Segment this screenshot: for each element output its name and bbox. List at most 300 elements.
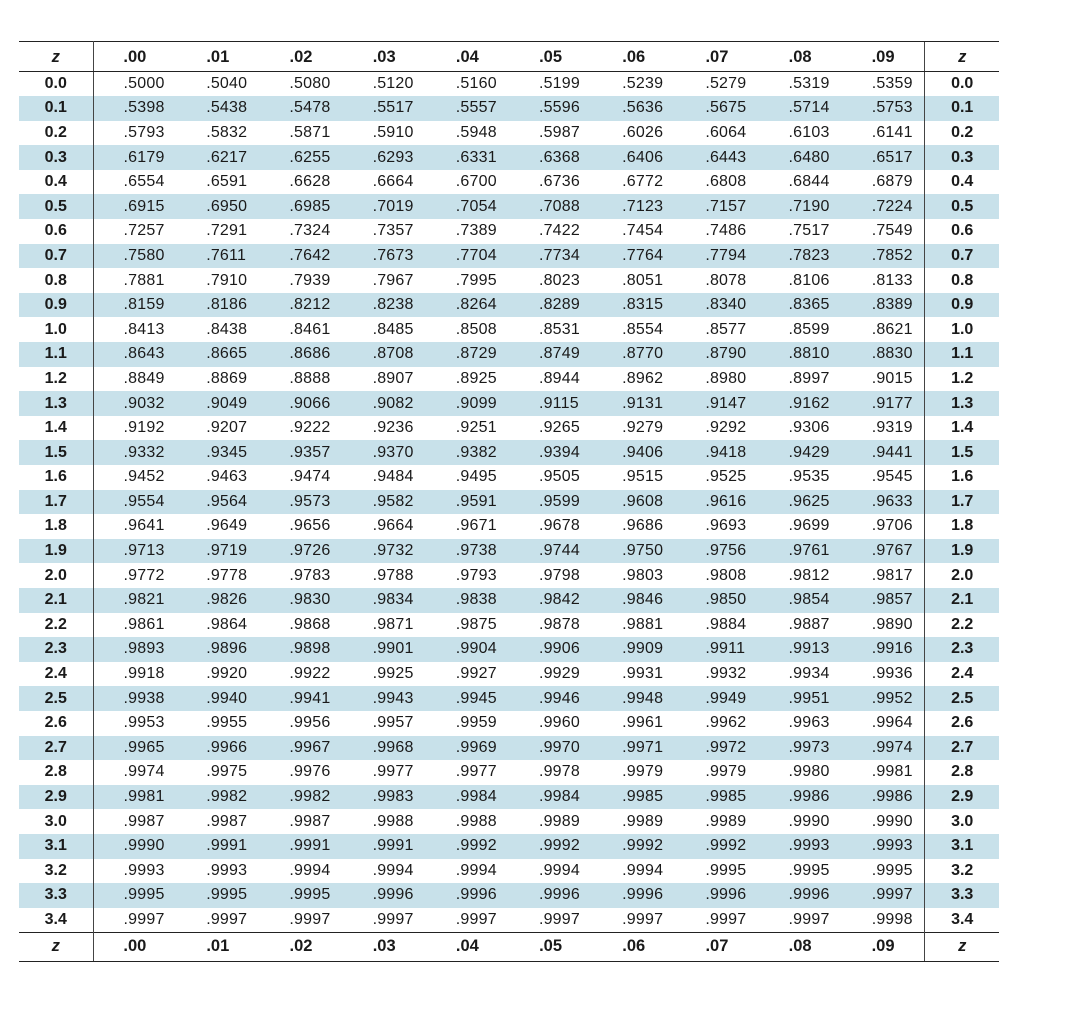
table-cell: .9982 (259, 785, 342, 810)
table-cell: .9131 (592, 391, 675, 416)
table-row (19, 908, 999, 933)
table-cell: .9977 (372, 763, 414, 781)
row-z-label-right: 2.7 (925, 736, 999, 761)
table-cell: .9987 (206, 812, 248, 830)
column-header: .09 (842, 42, 925, 72)
row-z-label-left: 2.1 (19, 588, 93, 613)
row-z-label-right: 3.0 (925, 809, 999, 834)
table-cell: .9989 (538, 812, 580, 830)
table-cell: .8531 (538, 320, 580, 338)
table-cell: .8051 (622, 271, 664, 289)
table-cell: .9082 (343, 391, 426, 416)
row-z-label-right: 0.0 (925, 72, 999, 97)
table-cell: .8665 (176, 342, 259, 367)
table-cell: .9994 (538, 861, 580, 879)
footer-z-left: z (19, 932, 93, 961)
table-cell: .8944 (538, 369, 580, 387)
table-cell: .7995 (455, 271, 497, 289)
table-row (19, 96, 999, 121)
table-cell: .9545 (871, 468, 913, 486)
table-cell: .9706 (871, 517, 913, 535)
table-cell: .9505 (538, 468, 580, 486)
table-cell: .9871 (372, 615, 414, 633)
header-z-left: z (19, 42, 93, 72)
table-cell: .6406 (592, 145, 675, 170)
table-cell: .9973 (759, 736, 842, 761)
table-cell: .9738 (426, 539, 509, 564)
table-cell: .9955 (206, 714, 248, 732)
table-cell: .9995 (259, 883, 342, 908)
table-footer (19, 932, 999, 961)
table-cell: .9996 (509, 883, 592, 908)
row-z-label-left: 2.8 (19, 760, 93, 785)
row-z-label-right: 1.9 (925, 539, 999, 564)
table-cell: .9959 (455, 714, 497, 732)
table-cell: .6480 (759, 145, 842, 170)
table-cell: .6844 (788, 173, 830, 191)
table-cell: .5714 (759, 96, 842, 121)
header-row (19, 42, 999, 72)
table-cell: .7123 (592, 194, 675, 219)
table-cell: .9066 (259, 391, 342, 416)
table-cell: .9998 (871, 910, 913, 928)
table-cell: .9756 (675, 539, 758, 564)
table-cell: .9997 (538, 910, 580, 928)
table-cell: .9957 (372, 714, 414, 732)
table-cell: .9985 (675, 785, 758, 810)
row-z-label-right: 2.8 (925, 760, 999, 785)
table-cell: .9236 (372, 419, 414, 437)
table-cell: .9996 (592, 883, 675, 908)
table-cell: .8212 (259, 293, 342, 318)
table-cell: .9474 (289, 468, 331, 486)
table-cell: .9964 (871, 714, 913, 732)
table-cell: .8643 (93, 342, 176, 367)
table-cell: .9976 (289, 763, 331, 781)
table-cell: .9582 (343, 490, 426, 515)
table-cell: .8980 (705, 369, 747, 387)
table-cell: .5793 (123, 123, 165, 141)
row-z-label-left: 1.6 (19, 465, 93, 490)
table-cell: .9726 (259, 539, 342, 564)
table-cell: .9319 (871, 419, 913, 437)
table-cell: .9984 (509, 785, 592, 810)
table-cell: .9995 (705, 861, 747, 879)
table-cell: .9573 (259, 490, 342, 515)
row-z-label-left: 2.3 (19, 637, 93, 662)
column-footer: .04 (426, 932, 509, 961)
table-cell: .9678 (538, 517, 580, 535)
row-z-label-right: 0.5 (925, 194, 999, 219)
table-cell: .7190 (759, 194, 842, 219)
table-row (19, 834, 999, 859)
table-cell: .9904 (426, 637, 509, 662)
table-cell: .9857 (842, 588, 925, 613)
table-row (19, 268, 999, 293)
row-z-label-right: 2.0 (925, 563, 999, 588)
row-z-label-left: 1.7 (19, 490, 93, 515)
table-cell: .9974 (842, 736, 925, 761)
row-z-label-right: 0.1 (925, 96, 999, 121)
table-cell: .6179 (93, 145, 176, 170)
table-cell: .7224 (842, 194, 925, 219)
table-row (19, 72, 999, 97)
table-cell: .9332 (93, 440, 176, 465)
table-cell: .9767 (842, 539, 925, 564)
table-cell: .8023 (538, 271, 580, 289)
row-z-label-left: 3.4 (19, 908, 93, 933)
table-cell: .9962 (705, 714, 747, 732)
table-cell: .9949 (675, 686, 758, 711)
table-cell: .9699 (788, 517, 830, 535)
table-cell: .9997 (123, 910, 165, 928)
table-row (19, 194, 999, 219)
row-z-label-left: 1.4 (19, 416, 93, 441)
table-cell: .9251 (455, 419, 497, 437)
column-footer: .05 (509, 932, 592, 961)
table-cell: .6700 (455, 173, 497, 191)
table-cell: .7764 (592, 244, 675, 269)
table-cell: .9744 (509, 539, 592, 564)
table-cell: .6255 (259, 145, 342, 170)
table-cell: .8830 (842, 342, 925, 367)
table-cell: .9554 (93, 490, 176, 515)
table-cell: .7794 (675, 244, 758, 269)
table-cell: .9980 (788, 763, 830, 781)
table-cell: .9994 (372, 861, 414, 879)
table-cell: .5517 (343, 96, 426, 121)
table-cell: .5753 (842, 96, 925, 121)
table-cell: .9693 (705, 517, 747, 535)
table-cell: .9997 (289, 910, 331, 928)
table-cell: .9979 (705, 763, 747, 781)
row-z-label-right: 2.2 (925, 613, 999, 638)
table-cell: .9793 (455, 566, 497, 584)
table-cell: .5080 (289, 75, 331, 93)
table-cell: .9993 (123, 861, 165, 879)
row-z-label-left: 1.9 (19, 539, 93, 564)
table-cell: .8708 (343, 342, 426, 367)
table-cell: .9938 (93, 686, 176, 711)
table-cell: .9940 (176, 686, 259, 711)
table-cell: .9049 (176, 391, 259, 416)
table-cell: .5948 (455, 123, 497, 141)
table-cell: .9279 (622, 419, 664, 437)
table-cell: .6736 (538, 173, 580, 191)
table-cell: .9222 (289, 419, 331, 437)
row-z-label-left: 1.3 (19, 391, 93, 416)
table-cell: .9995 (93, 883, 176, 908)
row-z-label-right: 3.2 (925, 859, 999, 884)
table-row (19, 859, 999, 884)
table-cell: .9418 (675, 440, 758, 465)
table-cell: .9991 (343, 834, 426, 859)
table-cell: .9991 (259, 834, 342, 859)
table-cell: .9633 (842, 490, 925, 515)
table-cell: .9960 (538, 714, 580, 732)
table-cell: .9162 (759, 391, 842, 416)
table-cell: .5000 (123, 75, 165, 93)
table-row (19, 440, 999, 465)
table-cell: .9992 (509, 834, 592, 859)
row-z-label-left: 1.8 (19, 514, 93, 539)
table-cell: .7673 (343, 244, 426, 269)
table-cell: .9994 (455, 861, 497, 879)
table-cell: .8997 (788, 369, 830, 387)
table-cell: .8461 (289, 320, 331, 338)
table-cell: .9177 (842, 391, 925, 416)
table-cell: .9909 (592, 637, 675, 662)
row-z-label-right: 3.1 (925, 834, 999, 859)
table-cell: .7088 (509, 194, 592, 219)
table-cell: .9535 (788, 468, 830, 486)
row-z-label-right: 1.5 (925, 440, 999, 465)
table-cell: .9978 (538, 763, 580, 781)
table-row (19, 121, 999, 146)
column-footer: .06 (592, 932, 675, 961)
table-cell: .9987 (123, 812, 165, 830)
table-cell: .7967 (372, 271, 414, 289)
table-cell: .6064 (705, 123, 747, 141)
table-cell: .9878 (538, 615, 580, 633)
table-row (19, 244, 999, 269)
row-z-label-left: 1.1 (19, 342, 93, 367)
table-cell: .6331 (426, 145, 509, 170)
table-cell: .9995 (871, 861, 913, 879)
table-cell: .9997 (372, 910, 414, 928)
column-header: .02 (259, 42, 342, 72)
table-cell: .9719 (176, 539, 259, 564)
table-cell: .9890 (871, 615, 913, 633)
table-cell: .9846 (592, 588, 675, 613)
table-cell: .7852 (842, 244, 925, 269)
table-cell: .9641 (123, 517, 165, 535)
row-z-label-left: 0.1 (19, 96, 93, 121)
table-row (19, 367, 999, 392)
table-cell: .8238 (343, 293, 426, 318)
table-cell: .6217 (176, 145, 259, 170)
column-header: .07 (675, 42, 758, 72)
table-cell: .7324 (289, 222, 331, 240)
table-cell: .9992 (675, 834, 758, 859)
table-cell: .9932 (705, 665, 747, 683)
table-cell: .9778 (206, 566, 248, 584)
table-cell: .6950 (176, 194, 259, 219)
table-cell: .5160 (455, 75, 497, 93)
table-cell: .9943 (343, 686, 426, 711)
table-cell: .9838 (426, 588, 509, 613)
table-cell: .9906 (509, 637, 592, 662)
table-cell: .6591 (206, 173, 248, 191)
table-cell: .8389 (842, 293, 925, 318)
table-cell: .9925 (372, 665, 414, 683)
table-cell: .6772 (622, 173, 664, 191)
table-cell: .9803 (622, 566, 664, 584)
table-cell: .9988 (455, 812, 497, 830)
table-row (19, 588, 999, 613)
table-cell: .6026 (622, 123, 664, 141)
table-cell: .9977 (455, 763, 497, 781)
table-cell: .8686 (259, 342, 342, 367)
table-cell: .9996 (675, 883, 758, 908)
table-cell: .9515 (622, 468, 664, 486)
table-row (19, 317, 999, 342)
table-cell: .7734 (509, 244, 592, 269)
table-cell: .9934 (788, 665, 830, 683)
table-row (19, 662, 999, 687)
table-cell: .7291 (206, 222, 248, 240)
table-cell: .9495 (455, 468, 497, 486)
table-cell: .9963 (788, 714, 830, 732)
table-cell: .9625 (759, 490, 842, 515)
table-cell: .9525 (705, 468, 747, 486)
table-cell: .9990 (93, 834, 176, 859)
table-cell: .9850 (675, 588, 758, 613)
table-cell: .9591 (426, 490, 509, 515)
table-cell: .9686 (622, 517, 664, 535)
table-cell: .9988 (372, 812, 414, 830)
table-cell: .9854 (759, 588, 842, 613)
row-z-label-right: 1.4 (925, 416, 999, 441)
table-cell: .9115 (509, 391, 592, 416)
table-cell: .9979 (622, 763, 664, 781)
table-cell: .9788 (372, 566, 414, 584)
table-cell: .8315 (592, 293, 675, 318)
column-footer: .00 (93, 932, 176, 961)
table-cell: .8186 (176, 293, 259, 318)
table-row (19, 514, 999, 539)
table-cell: .8907 (372, 369, 414, 387)
table-cell: .5040 (206, 75, 248, 93)
table-cell: .8413 (123, 320, 165, 338)
table-cell: .6915 (93, 194, 176, 219)
row-z-label-left: 2.6 (19, 711, 93, 736)
table-cell: .5398 (93, 96, 176, 121)
table-row (19, 563, 999, 588)
table-cell: .9608 (592, 490, 675, 515)
table-cell: .6808 (705, 173, 747, 191)
table-cell: .9997 (705, 910, 747, 928)
column-header: .03 (343, 42, 426, 72)
table-cell: .5910 (372, 123, 414, 141)
table-cell: .5239 (622, 75, 664, 93)
table-cell: .9997 (622, 910, 664, 928)
row-z-label-left: 2.2 (19, 613, 93, 638)
table-cell: .9983 (343, 785, 426, 810)
table-cell: .9956 (289, 714, 331, 732)
table-cell: .9992 (426, 834, 509, 859)
table-cell: .8554 (622, 320, 664, 338)
table-cell: .5478 (259, 96, 342, 121)
table-cell: .9969 (426, 736, 509, 761)
table-cell: .7704 (426, 244, 509, 269)
table-cell: .9936 (871, 665, 913, 683)
table-cell: .7454 (622, 222, 664, 240)
row-z-label-left: 0.2 (19, 121, 93, 146)
table-cell: .8790 (675, 342, 758, 367)
table-row (19, 490, 999, 515)
table-cell: .9982 (176, 785, 259, 810)
table-cell: .9370 (343, 440, 426, 465)
row-z-label-left: 2.4 (19, 662, 93, 687)
table-cell: .9911 (675, 637, 758, 662)
table-cell: .8106 (788, 271, 830, 289)
row-z-label-left: 3.0 (19, 809, 93, 834)
table-cell: .9671 (455, 517, 497, 535)
row-z-label-right: 1.7 (925, 490, 999, 515)
table-cell: .9997 (788, 910, 830, 928)
table-cell: .9967 (259, 736, 342, 761)
table-cell: .9207 (206, 419, 248, 437)
table-cell: .9893 (93, 637, 176, 662)
column-footer: .08 (759, 932, 842, 961)
table-cell: .9306 (788, 419, 830, 437)
table-cell: .9996 (426, 883, 509, 908)
table-header (19, 42, 999, 72)
row-z-label-left: 3.3 (19, 883, 93, 908)
table-cell: .8729 (426, 342, 509, 367)
table-cell: .9993 (759, 834, 842, 859)
table-cell: .9953 (123, 714, 165, 732)
table-cell: .5987 (538, 123, 580, 141)
table-cell: .5199 (538, 75, 580, 93)
table-cell: .8621 (871, 320, 913, 338)
table-cell: .9996 (759, 883, 842, 908)
table-cell: .9991 (176, 834, 259, 859)
row-z-label-right: 0.2 (925, 121, 999, 146)
table-cell: .9394 (509, 440, 592, 465)
table-cell: .7257 (123, 222, 165, 240)
table-cell: .9821 (93, 588, 176, 613)
row-z-label-right: 0.4 (925, 170, 999, 195)
table-cell: .6443 (675, 145, 758, 170)
column-header: .06 (592, 42, 675, 72)
table-cell: .9952 (842, 686, 925, 711)
row-z-label-right: 0.6 (925, 219, 999, 244)
row-z-label-left: 0.9 (19, 293, 93, 318)
z-table (19, 41, 999, 962)
table-cell: .7422 (538, 222, 580, 240)
table-cell: .9989 (622, 812, 664, 830)
table-cell: .9918 (123, 665, 165, 683)
table-row (19, 686, 999, 711)
table-cell: .9441 (842, 440, 925, 465)
table-cell: .9901 (343, 637, 426, 662)
table-cell: .9948 (592, 686, 675, 711)
table-cell: .9599 (509, 490, 592, 515)
table-cell: .9649 (206, 517, 248, 535)
table-cell: .7611 (176, 244, 259, 269)
table-cell: .9772 (123, 566, 165, 584)
row-z-label-left: 2.5 (19, 686, 93, 711)
table-cell: .9429 (759, 440, 842, 465)
row-z-label-right: 1.0 (925, 317, 999, 342)
table-cell: .9995 (176, 883, 259, 908)
table-cell: .9884 (705, 615, 747, 633)
table-cell: .9997 (842, 883, 925, 908)
table-cell: .9989 (705, 812, 747, 830)
row-z-label-left: 0.5 (19, 194, 93, 219)
table-row (19, 170, 999, 195)
row-z-label-right: 2.6 (925, 711, 999, 736)
table-row (19, 785, 999, 810)
table-cell: .6141 (871, 123, 913, 141)
row-z-label-left: 1.0 (19, 317, 93, 342)
table-row (19, 219, 999, 244)
row-z-label-left: 2.0 (19, 563, 93, 588)
table-row (19, 883, 999, 908)
table-cell: .8438 (206, 320, 248, 338)
